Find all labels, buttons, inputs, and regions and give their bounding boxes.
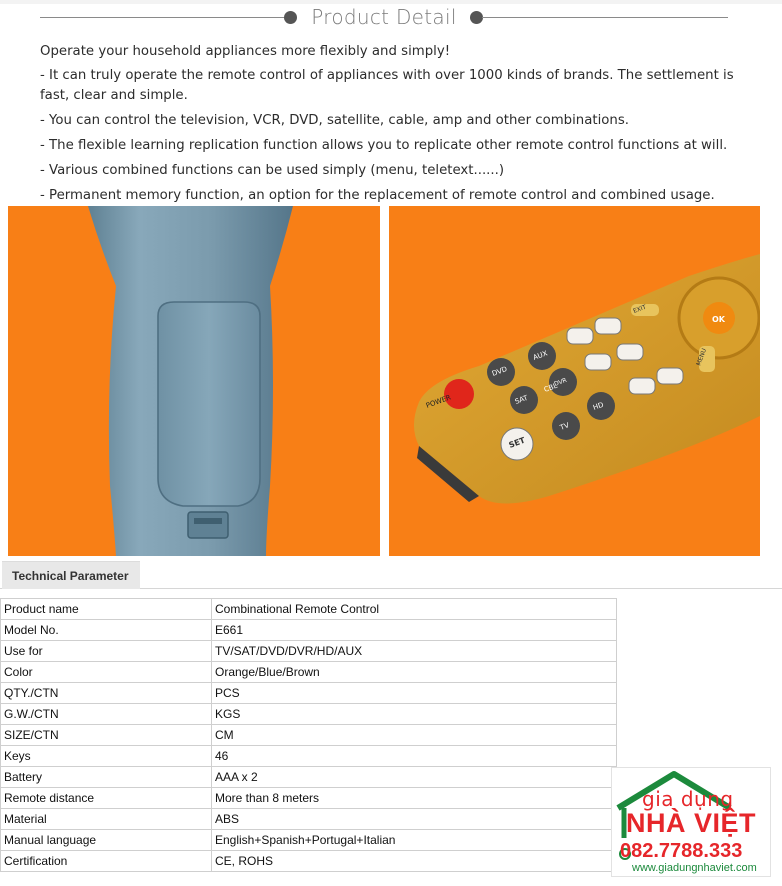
spec-key: Product name (1, 599, 212, 620)
spec-key: Keys (1, 746, 212, 767)
description-bullet: - Permanent memory function, an option for the replacement of remote control and combined usage. (40, 188, 715, 203)
dvd-key-label: DVD (490, 365, 509, 378)
spec-key: Manual language (1, 830, 212, 851)
spec-value: E661 (212, 620, 617, 641)
table-row (1, 851, 617, 872)
spec-key: G.W./CTN (1, 704, 212, 725)
description-bullet: - Various combined functions can be used simply (menu, teletext......) (40, 163, 505, 178)
exit-key-label: EXIT (632, 303, 648, 315)
brand-name-line2: NHÀ VIỆT (626, 808, 757, 838)
menu-key-label: MENU (695, 347, 708, 367)
table-row (1, 704, 617, 725)
header-divider-left (40, 17, 288, 18)
description-bullet: - The flexible learning replication function allows you to replicate other remote control functions at will. (40, 138, 728, 153)
remote-back-illustration (8, 206, 380, 556)
product-photo-back (8, 206, 380, 556)
spec-value: Combinational Remote Control (212, 599, 617, 620)
tab-technical-parameter[interactable]: Technical Parameter (2, 561, 140, 589)
tv-key-label: TV (558, 421, 571, 432)
table-row (1, 620, 617, 641)
power-key-label: POWER (424, 393, 453, 410)
spec-value: CM (212, 725, 617, 746)
spec-key: Use for (1, 641, 212, 662)
product-photo-front (389, 206, 760, 556)
table-row (1, 662, 617, 683)
section-title: Product Detail (311, 5, 457, 29)
spec-value: KGS (212, 704, 617, 725)
header-divider-right (482, 17, 728, 18)
cbl-key-label: CBL (542, 381, 559, 394)
description-bullet: - It can truly operate the remote control of appliances with over 1000 kinds of brands. The settlement is fast, clear and simple. (40, 68, 734, 103)
spec-table (0, 598, 617, 872)
brand-phone: 082.7788.333 (620, 840, 743, 862)
spec-value: English+Spanish+Portugal+Italian (212, 830, 617, 851)
table-row (1, 599, 617, 620)
spec-value: 46 (212, 746, 617, 767)
tab-bar (0, 559, 782, 589)
sat-key-label: SAT (513, 393, 530, 406)
spec-key: QTY./CTN (1, 683, 212, 704)
spec-value: AAA x 2 (212, 767, 617, 788)
spec-value: Orange/Blue/Brown (212, 662, 617, 683)
spec-key: Color (1, 662, 212, 683)
description-intro: Operate your household appliances more flexibly and simply! (40, 44, 451, 59)
spec-value: TV/SAT/DVD/DVR/HD/AUX (212, 641, 617, 662)
brand-watermark-logo (611, 767, 771, 877)
description-bullet: - You can control the television, VCR, DVD, satellite, cable, amp and other combinations. (40, 113, 630, 128)
spec-value: CE, ROHS (212, 851, 617, 872)
brand-website: www.giadungnhaviet.com (632, 862, 757, 874)
table-row (1, 746, 617, 767)
spec-key: Certification (1, 851, 212, 872)
ok-key-label: OK (712, 315, 725, 324)
spec-key: Model No. (1, 620, 212, 641)
spec-key: Battery (1, 767, 212, 788)
spec-key: SIZE/CTN (1, 725, 212, 746)
table-row (1, 641, 617, 662)
table-row (1, 725, 617, 746)
dvr-key-label: DVR (553, 376, 568, 388)
spec-value: More than 8 meters (212, 788, 617, 809)
section-header (0, 4, 782, 34)
table-row (1, 683, 617, 704)
hd-key-label: HD (591, 400, 605, 412)
spec-key: Remote distance (1, 788, 212, 809)
table-row (1, 767, 617, 788)
aux-key-label: AUX (531, 349, 549, 362)
spec-value: ABS (212, 809, 617, 830)
header-dot-left (284, 11, 297, 24)
table-row (1, 788, 617, 809)
product-description (40, 42, 740, 211)
spec-key: Material (1, 809, 212, 830)
table-row (1, 830, 617, 851)
spec-value: PCS (212, 683, 617, 704)
set-key-label: SET (507, 435, 527, 450)
table-row (1, 809, 617, 830)
remote-front-illustration (389, 206, 760, 556)
brand-name-line1: gia dụng (642, 787, 734, 811)
